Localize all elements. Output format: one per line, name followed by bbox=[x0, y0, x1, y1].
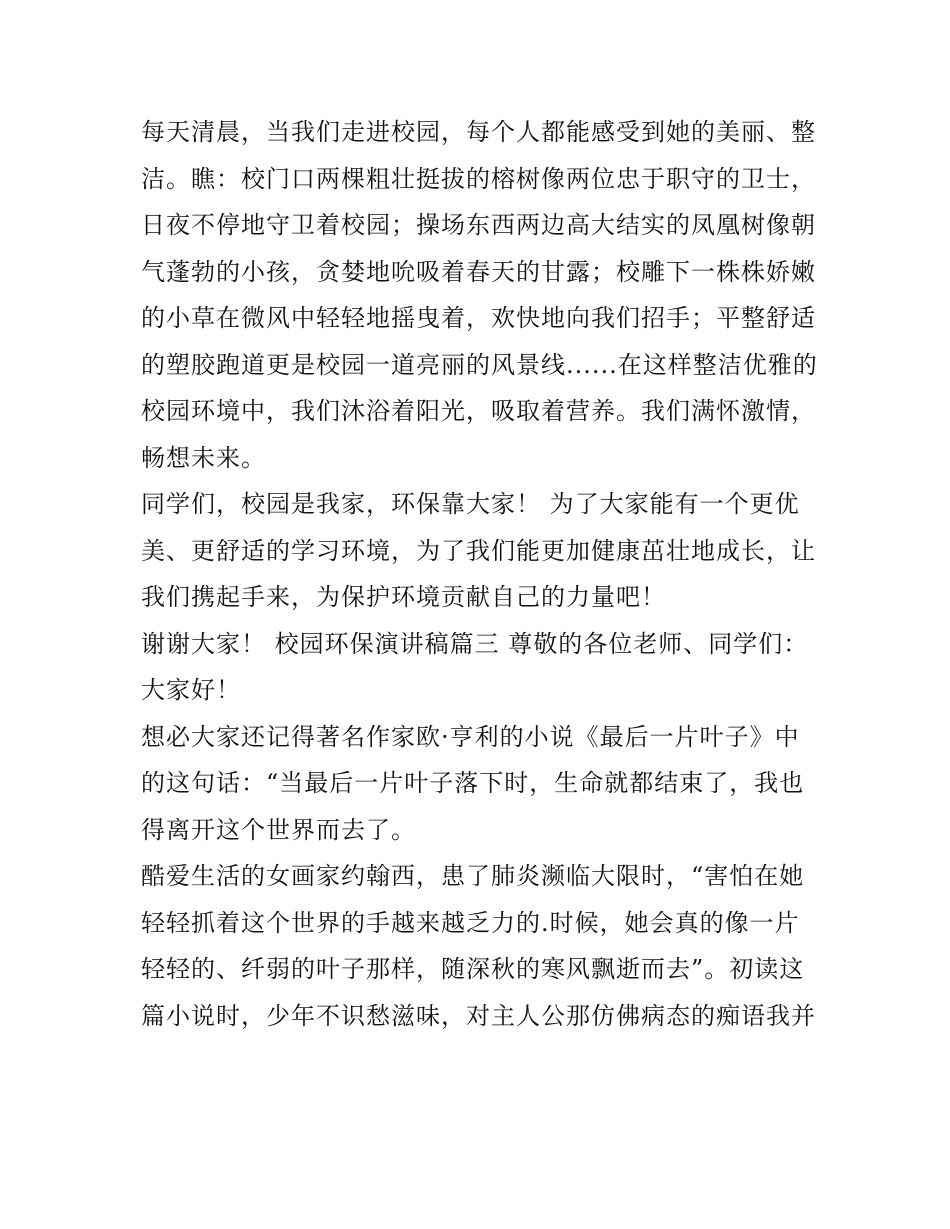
text-line: 酷爱生活的女画家约翰西，患了肺炎濒临大限时，“害怕在她 bbox=[141, 862, 805, 890]
text-line: 谢谢大家！ 校园环保演讲稿篇三 尊敬的各位老师、同学们： bbox=[141, 629, 809, 658]
text-line: 校园环境中，我们沐浴着阳光，吸取着营养。我们满怀激情， bbox=[141, 397, 816, 425]
text-line: 的塑胶跑道更是校园一道亮丽的风景线......在这样整洁优雅的 bbox=[141, 350, 818, 379]
text-line: 同学们，校园是我家，环保靠大家！ 为了大家能有一个更优 bbox=[141, 490, 800, 518]
text-line: 想必大家还记得著名作家欧·亨利的小说《最后一片叶子》中 bbox=[141, 722, 800, 751]
text-line: 篇小说时，少年不识愁滋味，对主人公那仿佛病态的痴语我并 bbox=[141, 1001, 816, 1030]
text-line: 我们携起手来，为保护环境贡献自己的力量吧！ bbox=[141, 583, 666, 611]
text-line: 得离开这个世界而去了。 bbox=[141, 815, 416, 844]
text-line: 美、更舒适的学习环境，为了我们能更加健康茁壮地成长，让 bbox=[141, 536, 816, 565]
text-line: 大家好！ bbox=[141, 676, 241, 704]
text-line: 气蓬勃的小孩，贪婪地吮吸着春天的甘露；校雕下一株株娇嫩 bbox=[141, 257, 816, 286]
text-line: 的这句话：“当最后一片叶子落下时，生命就都结束了，我也 bbox=[141, 769, 805, 797]
text-line: 的小草在微风中轻轻地摇曳着，欢快地向我们招手；平整舒适 bbox=[141, 304, 816, 332]
text-line: 日夜不停地守卫着校园；操场东西两边高大结实的凤凰树像朝 bbox=[141, 211, 816, 239]
text-line: 洁。瞧：校门口两棵粗壮挺拔的榕树像两位忠于职守的卫士， bbox=[141, 164, 816, 193]
text-line: 每天清晨，当我们走进校园，每个人都能感受到她的美丽、整 bbox=[141, 118, 816, 146]
text-line: 轻轻抓着这个世界的手越来越乏力的.时候，她会真的像一片 bbox=[141, 908, 800, 937]
text-line: 轻轻的、纤弱的叶子那样，随深秋的寒风飘逝而去”。初读这 bbox=[141, 955, 805, 983]
document-body bbox=[141, 109, 821, 1039]
text-line: 畅想未来。 bbox=[141, 443, 266, 472]
